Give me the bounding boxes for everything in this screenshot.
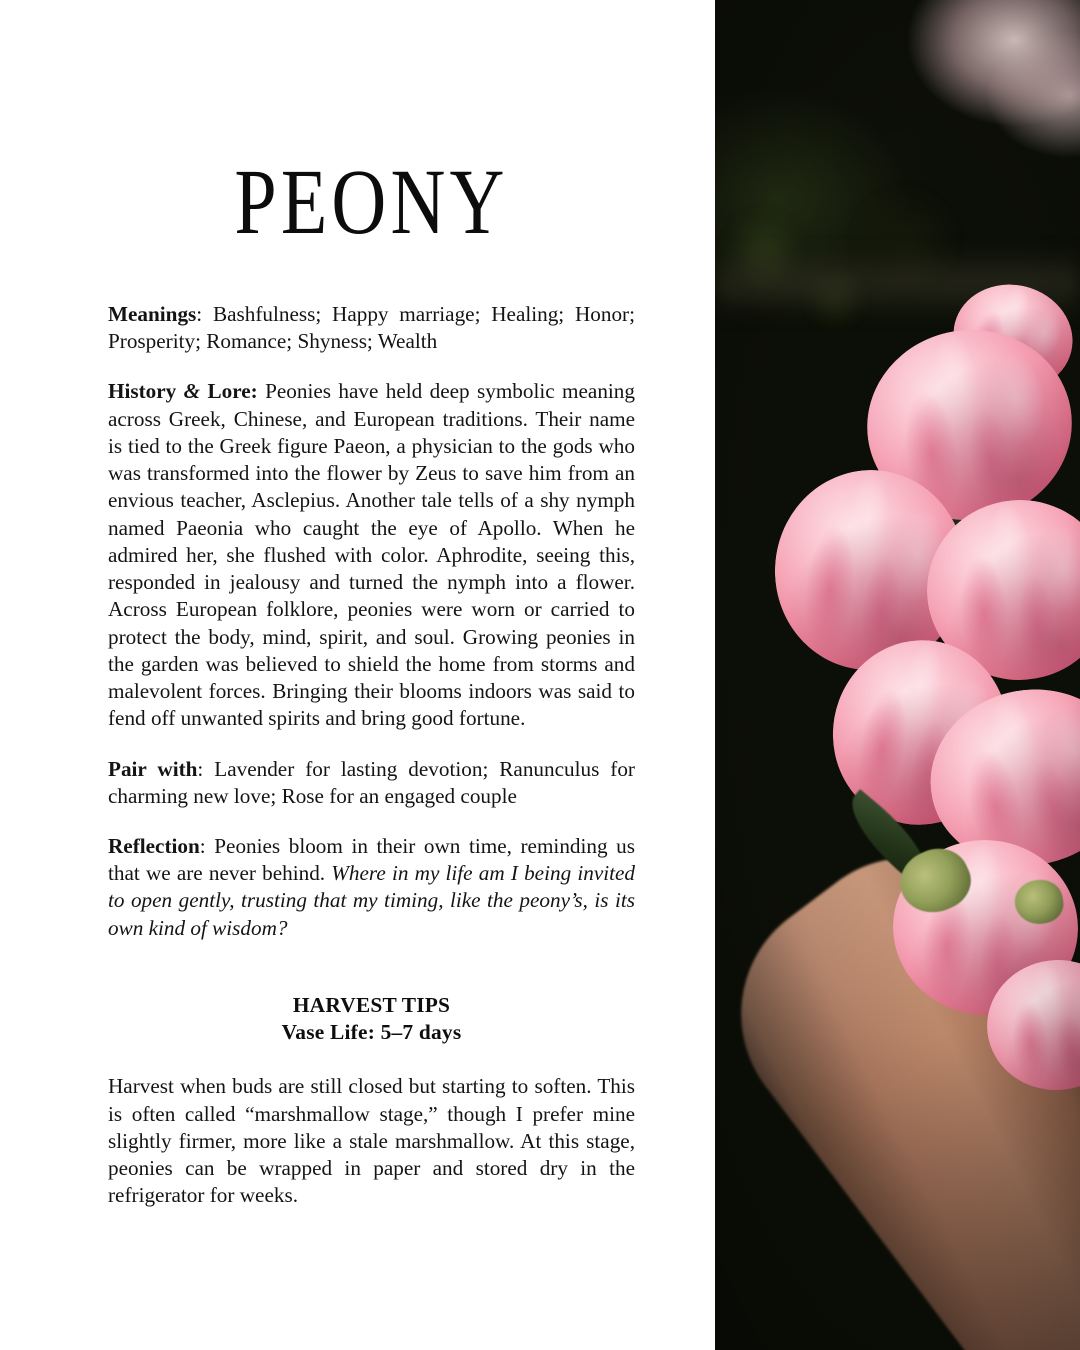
- history-label-part2: Lore: [200, 379, 251, 404]
- pair-with-label: Pair with: [108, 756, 198, 781]
- reflection-label: Reflection: [108, 833, 200, 858]
- history-paragraph: [108, 378, 635, 732]
- ampersand-glyph: &: [183, 379, 201, 404]
- meanings-text: Bashfulness; Happy marriage; Healing; Honor; Prosperity; Romance; Shyness; Wealth: [108, 302, 635, 354]
- history-separator: :: [250, 379, 266, 404]
- peony-bouquet-photo: [715, 0, 1080, 1350]
- history-text: Peonies have held deep symbolic meaning across Greek, Chinese, and European traditions. Their name is tied to the Greek figure Paeon, a physician to the gods who was transformed into the flower by Zeus to save him from an envious teacher, Asclepius. Another tale tells of a shy nymph named Paeonia who caught the eye of Apollo. When he admired her, she flushed with color. Aphrodite, seeing this, responded in jealousy and turned the nymph into a flower. Across European folklore, peonies were worn or carried to protect the body, mind, spirit, and soul. Growing peonies in the garden was believed to shield the home from storms and malevolent forces. Bringing their blooms indoors was said to fend off unwanted spirits and bring good fortune.: [108, 379, 635, 731]
- meanings-paragraph: [108, 301, 635, 355]
- harvest-spacer-bottom: [108, 1046, 635, 1073]
- meanings-separator: :: [196, 302, 213, 326]
- harvest-tips-heading: HARVEST TIPS: [292, 992, 451, 1017]
- harvest-tips-paragraph: Harvest when buds are still closed but starting to soften. This is often called “marshmallow stage,” though I prefer mine slightly firmer, more like a stale marshmallow. At this stage, peonies can be wrapped in paper and stored dry in the refrigerator for weeks.: [108, 1074, 635, 1208]
- paragraph-spacer: [108, 733, 635, 756]
- vase-life-label: Vase Life: 5–7 days: [281, 1020, 462, 1045]
- reflection-question: Where in my life am I being invited to open gently, trusting that my timing, like the peony’s, is its own kind of wisdom?: [108, 861, 636, 940]
- harvest-spacer-top: [108, 942, 635, 992]
- reflection-separator: :: [199, 833, 215, 858]
- meanings-label: Meanings: [108, 302, 197, 326]
- paragraph-spacer: [108, 810, 635, 833]
- reflection-paragraph: [108, 833, 635, 942]
- page-title: PEONY: [234, 151, 509, 254]
- text-content: [108, 0, 635, 1209]
- pair-with-text: Lavender for lasting devotion; Ranunculus for charming new love; Rose for an engaged couple: [108, 756, 635, 808]
- pair-with-paragraph: [108, 756, 635, 810]
- paragraph-spacer: [108, 355, 635, 378]
- history-label-part1: History: [108, 379, 184, 404]
- pair-with-separator: :: [197, 756, 215, 781]
- reflection-text: Peonies bloom in their own time, reminding us that we are never behind.: [108, 833, 635, 886]
